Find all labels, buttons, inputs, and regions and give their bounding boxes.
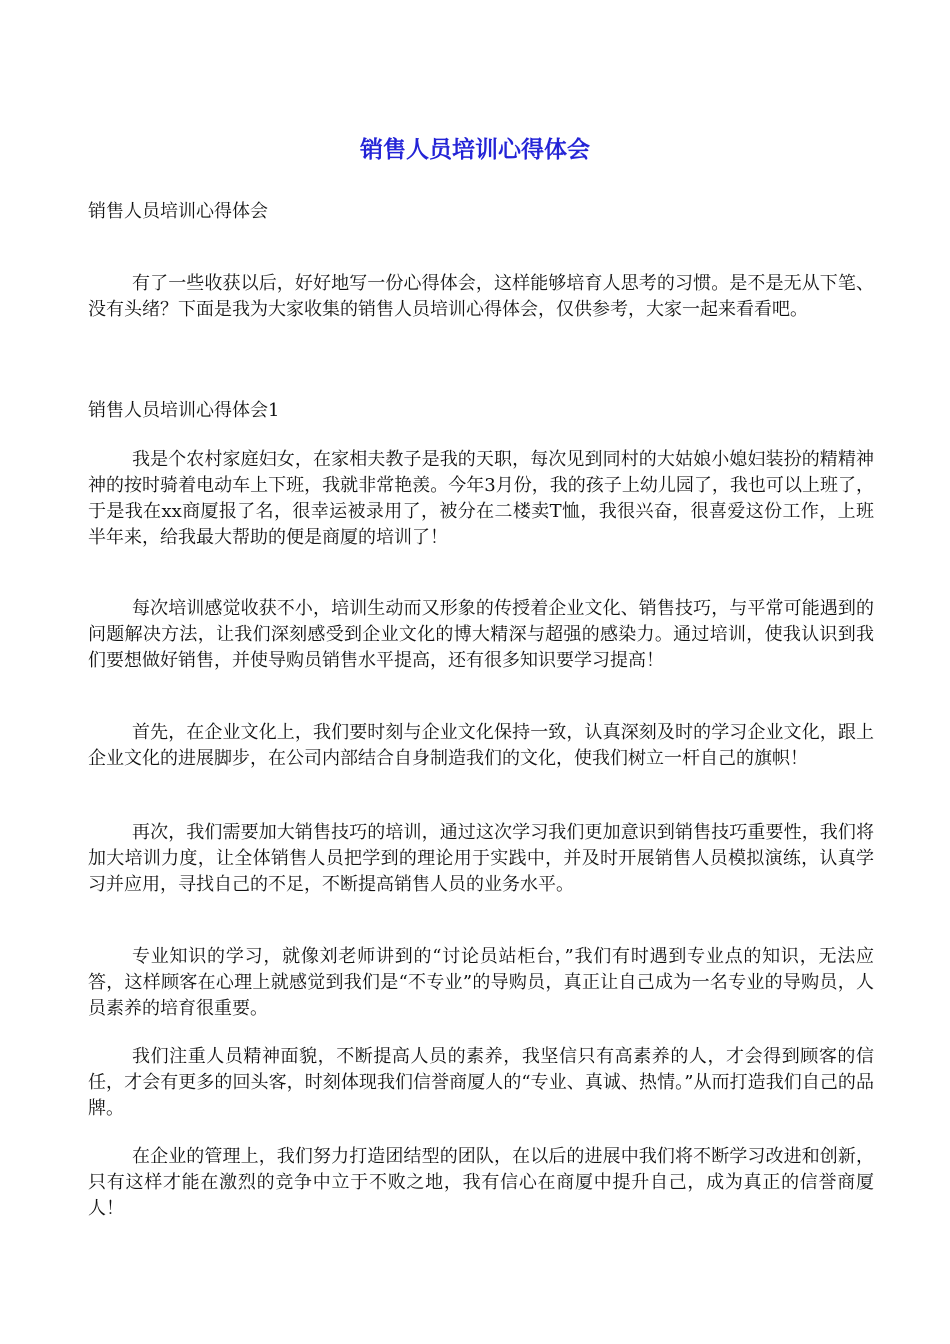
- body-paragraph: 首先，在企业文化上，我们要时刻与企业文化保持一致，认真深刻及时的学习企业文化，跟上企业文化的进展脚步，在公司内部结合自身制造我们的文化，使我们树立一杆自己的旗帜！: [88, 722, 874, 769]
- body-paragraph: 每次培训感觉收获不小，培训生动而又形象的传授着企业文化、销售技巧，与平常可能遇到的问题解决方法，让我们深刻感受到企业文化的博大精深与超强的感染力。通过培训，使我认识到我们要想做好销售，并使导购员销售水平提高，还有很多知识要学习提高！: [88, 598, 874, 671]
- body-paragraph: 我是个农村家庭妇女，在家相夫教子是我的天职，每次见到同村的大姑娘小媳妇装扮的精精神神的按时骑着电动车上下班，我就非常艳羡。今年3月份，我的孩子上幼儿园了，我也可以上班了，于是我在xx商厦报了名，很幸运被录用了，被分在二楼卖T恤，我很兴奋，很喜爱这份工作，上班半年来，给我最大帮助的便是商厦的培训了！: [88, 449, 874, 548]
- body-paragraph: 专业知识的学习，就像刘老师讲到的“讨论员站柜台，”我们有时遇到专业点的知识，无法应答，这样顾客在心理上就感觉到我们是“不专业”的导购员，真正让自己成为一名专业的导购员，人员素养的培育很重要。: [88, 946, 874, 1019]
- body-paragraph: 我们注重人员精神面貌，不断提高人员的素养，我坚信只有高素养的人，才会得到顾客的信任，才会有更多的回头客，时刻体现我们信誉商厦人的“专业、真诚、热情。”从而打造我们自己的品牌。: [88, 1046, 874, 1119]
- document-subtitle: 销售人员培训心得体会: [88, 201, 268, 222]
- section-heading: 销售人员培训心得体会1: [88, 400, 280, 421]
- body-paragraph: 再次，我们需要加大销售技巧的培训，通过这次学习我们更加意识到销售技巧重要性，我们将加大培训力度，让全体销售人员把学到的理论用于实践中，并及时开展销售人员模拟演练，认真学习并应用，寻找自己的不足，不断提高销售人员的业务水平。: [88, 822, 874, 895]
- body-paragraph: 在企业的管理上，我们努力打造团结型的团队，在以后的进展中我们将不断学习改进和创新，只有这样才能在激烈的竞争中立于不败之地，我有信心在商厦中提升自己，成为真正的信誉商厦人！: [88, 1146, 874, 1219]
- intro-paragraph: 有了一些收获以后，好好地写一份心得体会，这样能够培育人思考的习惯。是不是无从下笔、没有头绪？下面是我为大家收集的销售人员培训心得体会，仅供参考，大家一起来看看吧。: [88, 273, 874, 320]
- document-title: 销售人员培训心得体会: [360, 137, 590, 163]
